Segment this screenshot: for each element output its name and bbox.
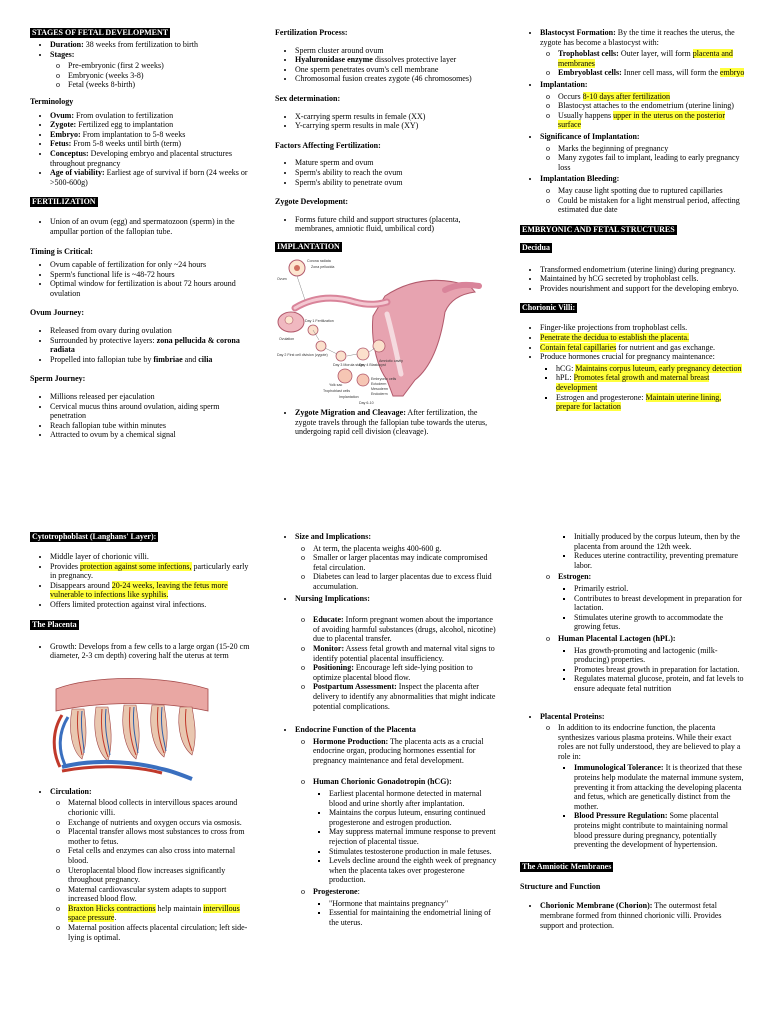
sperm-journey-list [30, 392, 255, 440]
highlight: embryo [719, 68, 745, 78]
list-item: ▪ Earliest placental hormone detected in maternal blood and urine shortly after implantation. [329, 789, 497, 808]
figure-label: Ovum [277, 276, 287, 281]
section-header-stages: STAGES OF FETAL DEVELOPMENT [32, 28, 169, 37]
list-item: o Many zygotes fail to implant, leading to early pregnancy loss [558, 153, 745, 172]
list-item: • Surrounded by protective layers: zona pellucida & corona radiata [50, 336, 255, 355]
list-item: • Maintained by hCG secreted by trophoblast cells. [540, 274, 745, 284]
list-item: • Age of viability: Earliest age of survival if born (24 weeks or >500-600g) [50, 168, 255, 187]
list-item: • Size and Implications: o At term, the placenta weighs 400-600 g. o Smaller or larger placentas may indicate compromised fetal circulation. o Diabetes can lead to larger placentas due to excess fluid accumulation. [295, 532, 497, 592]
figure-label: Zona pellucida [311, 264, 335, 269]
list-item: o Diabetes can lead to larger placentas due to excess fluid accumulation. [313, 572, 497, 591]
list-item: • Conceptus: Developing embryo and placental structures throughout pregnancy [50, 149, 255, 168]
list-item: ▪ Immunological Tolerance: It is theorized that these proteins help modulate the maternal immune system, preventing it from attacking the developing placenta and fetus, which are genetically distinct from the mother. [574, 763, 745, 811]
list-item: o Uteroplacental blood flow increases significantly throughout pregnancy. [68, 866, 255, 885]
terminology-list [30, 111, 255, 188]
figure-label: Ectoderm [371, 381, 387, 386]
list-item: • Offers limited protection against viral infections. [50, 600, 255, 610]
list-item [540, 333, 745, 343]
list-item: • Propelled into fallopian tube by fimbriae and cilia [50, 355, 255, 365]
placenta-growth-list [30, 642, 255, 661]
list-item: ▪ May suppress maternal immune response to prevent rejection of placental tissue. [329, 827, 497, 846]
fertilization-process-list [275, 46, 497, 84]
list-item: o Postpartum Assessment: Inspect the placenta after delivery to identify any abnormalities that might indicate potential complications. [313, 682, 497, 711]
list-item: o Embryonic (weeks 3-8) [68, 71, 255, 81]
list-item: o May cause light spotting due to ruptured capillaries [558, 186, 745, 196]
column-4 [30, 532, 255, 944]
list-item: • Provides nourishment and support for the developing embryo. [540, 284, 745, 294]
list-item: o Exchange of nutrients and oxygen occurs via osmosis. [68, 818, 255, 828]
timing-heading: Timing is Critical: [30, 246, 93, 256]
highlight: 8-10 days after fertilization [582, 91, 670, 101]
zygote-development-heading: Zygote Development: [275, 197, 349, 207]
zygote-migration-list [275, 408, 497, 437]
decidua-list [520, 265, 745, 294]
blastocyst-list [520, 28, 745, 215]
implantation-diagram [275, 256, 485, 406]
chorionic-villi-list [520, 323, 745, 411]
sex-determination-heading: Sex determination: [275, 93, 341, 103]
section-header-fertilization: FERTILIZATION [32, 197, 96, 207]
section-header-chorionic-villi: Chorionic Villi: [522, 303, 576, 313]
list-item: • Contain fetal capillaries for nutrient and gas exchange. [540, 343, 745, 353]
list-item: o Marks the beginning of pregnancy [558, 144, 745, 154]
factors-heading: Factors Affecting Fertilization: [275, 140, 381, 150]
section-header-placenta: The Placenta [32, 619, 77, 629]
list-item: ▪ Stimulates uterine growth to accommodate the growing fetus. [574, 613, 745, 632]
figure-label: Trophoblast cells [323, 388, 351, 393]
list-item: • Transformed endometrium (uterine lining) during pregnancy. [540, 265, 745, 275]
list-item: o Human Chorionic Gonadotropin (hCG): ▪ Earliest placental hormone detected in maternal blood and urine shortly after implantation. ▪ Maintains the corpus luteum, ensuring continued progesterone and estrogen production. ▪ May suppress maternal immune response to prevent rejection of placental tissue. ▪ Stimulates testosterone production in male fetuses. ▪ Levels decline around the eighth week of pregnancy when the placenta takes over progesterone production. [313, 777, 497, 885]
list-item: ▪ hPL: Promotes fetal growth and maternal breast development [556, 373, 745, 392]
list-item: ▪ Blood Pressure Regulation: Some placental proteins might contribute to maintaining normal blood pressure during pregnancy, potentially preventing the development of hypertension. [574, 811, 745, 849]
figure-label: Implantation [339, 394, 359, 399]
highlight: Contain fetal capillaries [540, 342, 617, 352]
list-item: • Chromosomal fusion creates zygote (46 chromosomes) [295, 74, 497, 84]
list-item: • Growth: Develops from a few cells to a large organ (15-20 cm diameter, 2-3 cm depth) covering half the uterus at term [50, 642, 255, 661]
list-item: ▪ Estrogen and progesterone: Maintain uterine lining, prepare for lactation [556, 393, 745, 412]
timing-list [30, 260, 255, 298]
list-item: • Union of an ovum (egg) and spermatozoon (sperm) in the ampullar portion of the fallopian tube. [50, 217, 255, 236]
list-item: • Finger-like projections from trophoblast cells. [540, 323, 745, 333]
figure-label: Embryonic cells [371, 376, 397, 381]
figure-label: Yolk sac [329, 382, 343, 387]
list-item: ▪ Contributes to breast development in preparation for lactation. [574, 594, 745, 613]
highlight: intervillous space pressure [68, 903, 240, 923]
list-item: o Maternal cardiovascular system adapts to support increased blood flow. [68, 885, 255, 904]
list-item: o Occurs 8-10 days after fertilization [558, 92, 745, 102]
list-item: • Implantation: o Occurs 8-10 days after fertilization o Blastocyst attaches to the endometrium (uterine lining) o Usually happens upper in the uterus on the posterior surface [540, 80, 745, 130]
list-item: • Cervical mucus thins around ovulation, aiding sperm penetration [50, 402, 255, 421]
list-item: o Fetal cells and enzymes can also cross into maternal blood. [68, 846, 255, 865]
amniotic-list [520, 901, 745, 930]
list-item: ▪ hCG: Maintains corpus luteum, early pregnancy detection [556, 364, 745, 374]
list-item: • X-carrying sperm results in female (XX) [295, 112, 497, 122]
column-1 [30, 28, 255, 442]
figure-label: Day 4 Blastocyst [359, 362, 386, 367]
column-3 [520, 28, 745, 414]
list-item: o Smaller or larger placentas may indicate compromised fetal circulation. [313, 553, 497, 572]
list-item: • Middle layer of chorionic villi. [50, 552, 255, 562]
list-item: • Disappears around 20-24 weeks, leaving the fetus more vulnerable to infections like syphilis. [50, 581, 255, 600]
list-item: • Sperm's functional life is ~48-72 hours [50, 270, 255, 280]
list-item: • Sperm's ability to penetrate ovum [295, 178, 497, 188]
list-item: ▪ Reduces uterine contractility, preventing premature labor. [574, 551, 745, 570]
list-item: • Forms future child and support structures (placenta, membranes, amniotic fluid, umbilical cord) [295, 215, 497, 234]
highlight: Promotes fetal growth and maternal breast development [556, 373, 710, 393]
list-item: • Nursing Implications: o Educate: Inform pregnant women about the importance of avoiding harmful substances (drugs, alcohol, nicotine) due to placental transfer. o Monitor: Assess fetal growth and maternal vital signs to identify potential placental insufficiency. o Positioning: Encourage left side-lying position to optimize placental blood flow. o Postpartum Assessment: Inspect the placenta after delivery to identify any abnormalities that might indicate potential complications. [295, 594, 497, 712]
figure-label: Mesoderm [371, 386, 388, 391]
list-item: • Chorionic Membrane (Chorion): The outermost fetal membrane formed from thinned chorionic villi. Provides support and protection. [540, 901, 745, 930]
figure-label: Day 3 Morula stage [333, 362, 365, 367]
factors-list [275, 158, 497, 187]
list-item: o Monitor: Assess fetal growth and maternal vital signs to identify potential placental insufficiency. [313, 644, 497, 663]
list-item: o In addition to its endocrine function, the placenta synthesizes various plasma proteins. While their exact roles are not fully understood, they are believed to play a role in: ▪ Immunological Tolerance: It is theorized that these proteins help modulate the maternal immune system, preventing it from attacking the developing placenta and fetus, which are genetically distinct from the mother. ▪ Blood Pressure Regulation: Some placental proteins might contribute to maintaining normal blood pressure during pregnancy, potentially preventing the development of hypertension. [558, 723, 745, 850]
highlight: Maintain uterine lining, prepare for lactation [556, 392, 722, 412]
list-item: • Ovum capable of fertilization for only ~24 hours [50, 260, 255, 270]
figure-label: Ovulation [279, 336, 295, 341]
list-item: • Embryo: From implantation to 5-8 weeks [50, 130, 255, 140]
list-item: o Maternal position affects placental circulation; left side-lying is optimal. [68, 923, 255, 942]
zygote-development-list [275, 215, 497, 234]
list-item: ▪ Primarily estriol. [574, 584, 745, 594]
highlight: Penetrate the decidua to establish the placenta. [540, 333, 690, 343]
sperm-journey-heading: Sperm Journey: [30, 374, 86, 384]
list-item: o Usually happens upper in the uterus on the posterior surface [558, 111, 745, 130]
list-item: ▪ Stimulates testosterone production in male fetuses. [329, 847, 497, 857]
list-item: • Y-carrying sperm results in male (XY) [295, 121, 497, 131]
list-item: o At term, the placenta weighs 400-600 g. [313, 544, 497, 554]
highlight: protection against some infections, [80, 561, 192, 571]
placental-proteins-list [520, 712, 745, 850]
list-item: • Zygote Migration and Cleavage: After fertilization, the zygote travels through the fallopian tube towards the uterus, undergoing rapid cell division (cleavage). [295, 408, 497, 437]
list-item: o Embryoblast cells: Inner cell mass, will form the embryo [558, 68, 745, 78]
figure-label: Endoderm [371, 391, 388, 396]
list-item: • Implantation Bleeding: o May cause light spotting due to ruptured capillaries o Could be mistaken for a light menstrual period, affecting estimated due date [540, 174, 745, 214]
estrogen-list [540, 572, 745, 693]
list-item: • Endocrine Function of the Placenta o Hormone Production: The placenta acts as a crucial endocrine organ, producing hormones essential for pregnancy maintenance and fetal development. o Human Chorionic Gonadotropin (hCG): ▪ Earliest placental hormone detected in maternal blood and urine shortly after implantation. ▪ Maintains the corpus luteum, ensuring continued progesterone and estrogen production. ▪ May suppress maternal immune response to prevent rejection of placental tissue. ▪ Stimulates testosterone production in male fetuses. ▪ Levels decline around the eighth week of pregnancy when the placenta takes over progesterone production. o Progesterone: ▪ "Hormone that maintains pregnancy" ▪ Essential for maintaining the endometrial lining of the uterus. [295, 725, 497, 927]
ovum-journey-heading: Ovum Journey: [30, 308, 84, 318]
list-item: o Human Placental Lactogen (hPL): ▪ Has growth-promoting and lactogenic (milk-producing) properties. ▪ Promotes breast growth in preparation for lactation. ▪ Regulates maternal glucose, protein, and fat levels to ensure adequate fetal nutrition [558, 634, 745, 694]
list-item: • Fetus: From 5-8 weeks until birth (term) [50, 139, 255, 149]
highlight: placenta and membranes [558, 49, 733, 68]
list-item: ▪ Has growth-promoting and lactogenic (milk-producing) properties. [574, 646, 745, 665]
list-item: • Mature sperm and ovum [295, 158, 497, 168]
list-item: o Blastocyst attaches to the endometrium (uterine lining) [558, 101, 745, 111]
list-item: o Braxton Hicks contractions help maintain intervillous space pressure. [68, 904, 255, 923]
list-item: • Duration: 38 weeks from fertilization to birth [50, 40, 255, 50]
highlight: Braxton Hicks contractions [68, 903, 156, 913]
figure-label: Day 2 First cell division (zygote) [277, 352, 328, 357]
list-item: • Attracted to ovum by a chemical signal [50, 430, 255, 440]
list-item: ▪ "Hormone that maintains pregnancy" [329, 899, 497, 909]
highlight: Maintains corpus luteum, early pregnancy detection [575, 363, 742, 373]
figure-label: Day 6-10 [359, 400, 374, 405]
section-header-cytotrophoblast: Cytotrophoblast (Langhans' Layer): [32, 532, 157, 541]
column-5 [275, 532, 497, 929]
circulation-list [30, 787, 255, 943]
list-item: • Produce hormones crucial for pregnancy maintenance: ▪ hCG: Maintains corpus luteum, early pregnancy detection ▪ hPL: Promotes fetal growth and maternal breast development ▪ Estrogen and progesterone: Maintain uterine lining, prepare for lactation [540, 352, 745, 412]
list-item: • Optimal window for fertilization is about 72 hours around ovulation [50, 279, 255, 298]
progesterone-cont-list [560, 532, 745, 570]
list-item: ▪ Initially produced by the corpus luteum, then by the placenta from around the 12th week. [574, 532, 745, 551]
cytotrophoblast-list [30, 552, 255, 610]
list-item: • Provides protection against some infections, particularly early in pregnancy. [50, 562, 255, 581]
list-item: • Sperm cluster around ovum [295, 46, 497, 56]
column-2 [275, 28, 497, 439]
list-item: • Significance of Implantation: o Marks the beginning of pregnancy o Many zygotes fail to implant, leading to early pregnancy loss [540, 132, 745, 172]
list-item: o Hormone Production: The placenta acts as a crucial endocrine organ, producing hormones essential for pregnancy maintenance and fetal development. [313, 737, 497, 766]
list-item: • Reach fallopian tube within minutes [50, 421, 255, 431]
list-item: o Progesterone: ▪ "Hormone that maintains pregnancy" ▪ Essential for maintaining the endometrial lining of the uterus. [313, 887, 497, 927]
list-item: ▪ Essential for maintaining the endometrial lining of the uterus. [329, 908, 497, 927]
list-item: • Placental Proteins: o In addition to its endocrine function, the placenta synthesizes various plasma proteins. While their exact roles are not fully understood, they are believed to play a role in: ▪ Immunological Tolerance: It is theorized that these proteins help modulate the maternal immune system, preventing it from attacking the developing placenta and fetus, which are genetically distinct from the mother. ▪ Blood Pressure Regulation: Some placental proteins might contribute to maintaining normal blood pressure during pregnancy, potentially preventing the development of hypertension. [540, 712, 745, 850]
figure-label: Amniotic cavity [379, 358, 403, 363]
list-item: o Could be mistaken for a light menstrual period, affecting estimated due date [558, 196, 745, 215]
placenta-diagram [52, 671, 212, 781]
list-item: • Hyaluronidase enzyme dissolves protective layer [295, 55, 497, 65]
list-item: • Blastocyst Formation: By the time it reaches the uterus, the zygote has become a blastocyst with: o Trophoblast cells: Outer layer, will form placenta and membranes o Embryoblast cells: Inner cell mass, will form the embryo [540, 28, 745, 78]
terminology-heading: Terminology [30, 96, 74, 106]
section-header-implantation: IMPLANTATION [277, 241, 340, 251]
list-item: ▪ Maintains the corpus luteum, ensuring continued progesterone and estrogen production. [329, 808, 497, 827]
list-item: o Estrogen: ▪ Primarily estriol. ▪ Contributes to breast development in preparation for lactation. ▪ Stimulates uterine growth to accommodate the growing fetus. [558, 572, 745, 632]
list-item: • Zygote: Fertilized egg to implantation [50, 120, 255, 130]
sex-determination-list [275, 112, 497, 131]
list-item: ▪ Levels decline around the eighth week of pregnancy when the placenta takes over progesterone production. [329, 856, 497, 885]
list-item: o Placental transfer allows most substances to cross from mother to fetus. [68, 827, 255, 846]
list-item: ▪ Regulates maternal glucose, protein, and fat levels to ensure adequate fetal nutrition [574, 674, 745, 693]
list-item: o Maternal blood collects in intervillous spaces around chorionic villi. [68, 798, 255, 817]
section-header-decidua: Decidua [522, 242, 550, 252]
structure-function-heading: Structure and Function [520, 881, 601, 891]
figure-label: Corona radiata [307, 258, 331, 263]
list-item: • One sperm penetrates ovum's cell membrane [295, 65, 497, 75]
list-item: • Stages: o Pre-embryonic (first 2 weeks) o Embryonic (weeks 3-8) o Fetal (weeks 8-birth) [50, 50, 255, 90]
highlight: 20-24 weeks, leaving the fetus more vulnerable to infections like syphilis. [50, 580, 228, 600]
section-header-amniotic: The Amniotic Membranes [522, 861, 612, 871]
column-6 [520, 532, 745, 932]
list-item: ▪ Promotes breast growth in preparation for lactation. [574, 665, 745, 675]
list-item: • Released from ovary during ovulation [50, 326, 255, 336]
stages-list [30, 40, 255, 90]
fertilization-process-heading: Fertilization Process: [275, 28, 348, 37]
list-item: • Circulation: o Maternal blood collects in intervillous spaces around chorionic villi. o Exchange of nutrients and oxygen occurs via osmosis. o Placental transfer allows most substances to cross from mother to fetus. o Fetal cells and enzymes can also cross into maternal blood. o Uteroplacental blood flow increases significantly throughout pregnancy. o Maternal cardiovascular system adapts to support increased blood flow. o Braxton Hicks contractions help maintain intervillous space pressure. o Maternal position affects placental circulation; left side-lying is optimal. [50, 787, 255, 943]
highlight: upper in the uterus on the posterior surface [558, 110, 726, 130]
list-item: o Pre-embryonic (first 2 weeks) [68, 61, 255, 71]
section-header-embryonic: EMBRYONIC AND FETAL STRUCTURES [522, 224, 675, 234]
size-list [275, 532, 497, 711]
list-item: o Positioning: Encourage left side-lying position to optimize placental blood flow. [313, 663, 497, 682]
list-item: o Fetal (weeks 8-birth) [68, 80, 255, 90]
list-item: • Sperm's ability to reach the ovum [295, 168, 497, 178]
list-item: • Ovum: From ovulation to fertilization [50, 111, 255, 121]
figure-label: Day 1 Fertilization [305, 318, 334, 323]
list-item: o Educate: Inform pregnant women about the importance of avoiding harmful substances (drugs, alcohol, nicotine) due to placental transfer. [313, 615, 497, 644]
ovum-journey-list [30, 326, 255, 364]
list-item: o Trophoblast cells: Outer layer, will form placenta and membranes [558, 49, 745, 68]
endocrine-list [275, 725, 497, 927]
list-item: • Millions released per ejaculation [50, 392, 255, 402]
